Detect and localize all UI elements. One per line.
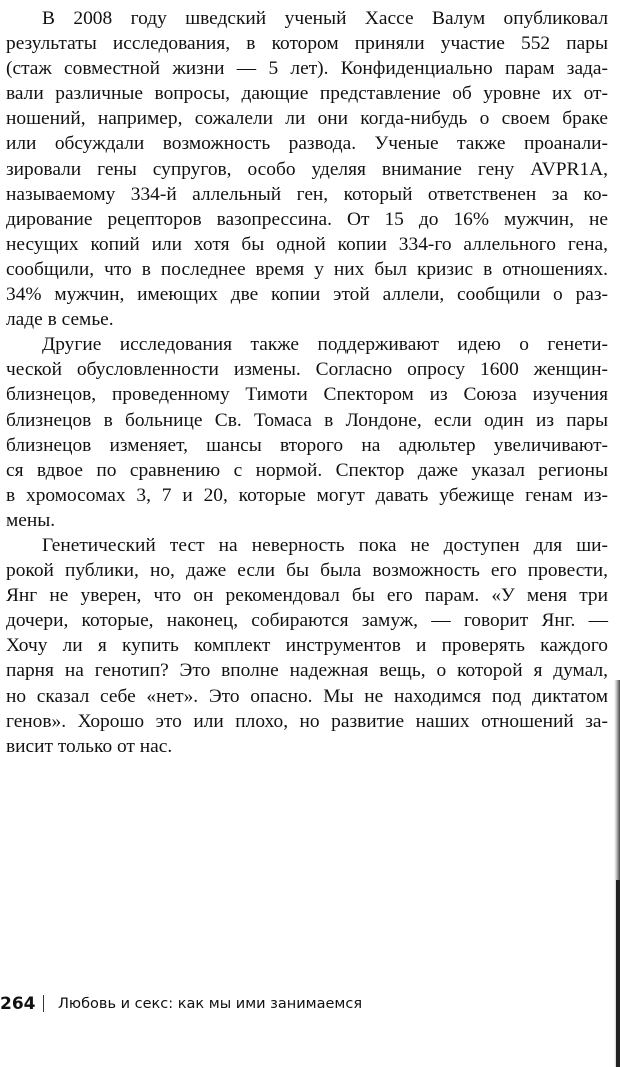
text-line: 34% мужчин, имеющих две копии этой аллели, сообщили о раз- xyxy=(6,284,608,306)
text-line: зировали гены супругов, особо уделяя внимание гену AVPR1A, xyxy=(6,158,608,180)
paragraph-1 xyxy=(6,6,608,332)
text-line: генов». Хорошо это или плохо, но развитие наших отношений за- xyxy=(6,710,608,732)
text-line: но сказал себе «нет». Это опасно. Мы не находимся под диктатом xyxy=(6,685,608,707)
footer-separator xyxy=(43,995,44,1012)
text-line: ношений, например, сожалели ли они когда-нибудь о своем браке xyxy=(6,108,608,130)
text-line: вали различные вопросы, дающие представление об уровне их от- xyxy=(6,83,608,105)
text-line: в хромосомах 3, 7 и 20, которые могут давать убежище генам из- xyxy=(6,484,608,506)
page-footer xyxy=(0,991,620,1017)
text-line: близнецов, проведенному Тимоти Спектором из Союза изучения xyxy=(6,384,608,406)
text-line: дочери, которые, наконец, собираются замуж, — говорит Янг. — xyxy=(6,610,608,632)
text-line: близнецов изменяет, шансы второго на адюльтер увеличивают- xyxy=(6,434,608,456)
text-line: (стаж совместной жизни — 5 лет). Конфиденциально парам зада- xyxy=(6,58,608,80)
text-line: В 2008 году шведский ученый Хассе Валум опубликовал xyxy=(42,8,608,29)
text-line: Другие исследования также поддерживают идею о генети- xyxy=(42,334,608,356)
text-line: несущих копий или хотя бы одной копии 334-го аллельного гена, xyxy=(6,233,608,255)
paragraph-3 xyxy=(6,533,608,759)
text-line: Янг не уверен, что он рекомендовал бы его парам. «У меня три xyxy=(6,585,608,607)
page-number: 264 xyxy=(0,994,36,1014)
text-line: висит только от нас. xyxy=(6,735,173,757)
body-text xyxy=(6,6,608,759)
text-line: дирование рецепторов вазопрессина. От 15 до 16% мужчин, не xyxy=(6,208,608,230)
text-line: ладе в семье. xyxy=(6,309,114,331)
text-line: рокой публики, но, даже если бы была возможность его провести, xyxy=(6,560,608,582)
text-line: сообщили, что в последнее время у них был кризис в отношениях. xyxy=(6,258,608,280)
text-line: мены. xyxy=(6,509,56,531)
text-line: близнецов в больнице Св. Томаса в Лондоне, если один из пары xyxy=(6,409,608,431)
page-binding-shadow xyxy=(616,880,620,1067)
paragraph-2 xyxy=(6,332,608,533)
text-line: парня на генотип? Это вполне надежная вещь, о которой я думал, xyxy=(6,660,608,682)
running-title: Любовь и секс: как мы ими занимаемся xyxy=(58,996,363,1012)
text-line: результаты исследования, в котором приняли участие 552 пары xyxy=(6,33,608,55)
text-line: ся вдвое по сравнению с нормой. Спектор даже указал регионы xyxy=(6,459,608,481)
text-line: Хочу ли я купить комплект инструментов и проверять каждого xyxy=(6,635,608,657)
text-line: ческой обусловленности измены. Согласно опросу 1600 женщин- xyxy=(6,359,608,381)
text-line: называемому 334-й аллельный ген, который ответственен за ко- xyxy=(6,183,608,205)
text-line: Генетический тест на неверность пока не доступен для ши- xyxy=(42,534,608,556)
text-line: или обсуждали возможность развода. Ученые также проанали- xyxy=(6,133,608,155)
